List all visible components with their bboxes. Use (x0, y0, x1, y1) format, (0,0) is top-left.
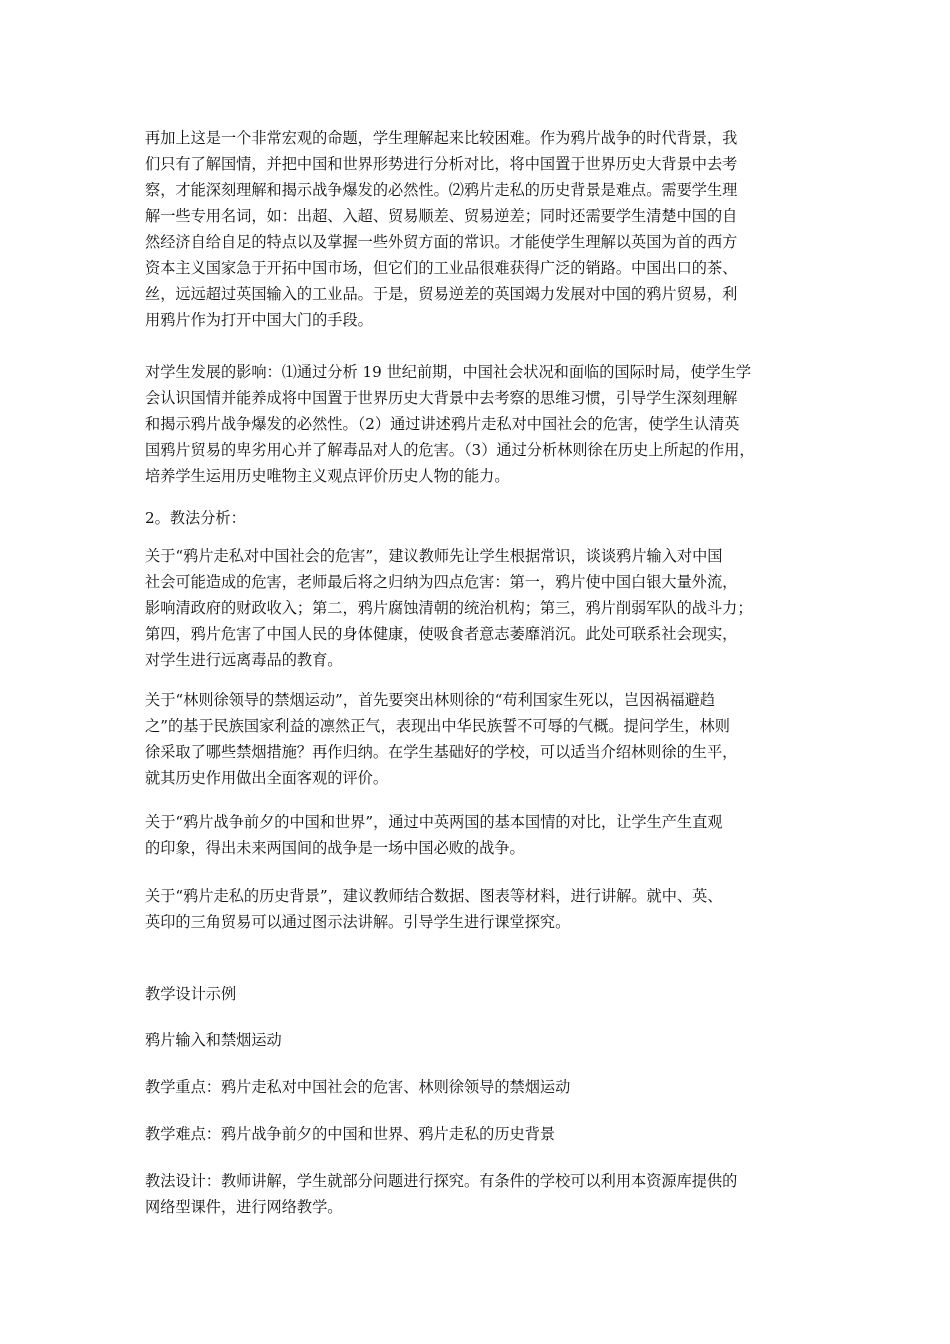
text-line: 然经济自给自足的特点以及掌握一些外贸方面的常识。才能使学生理解以英国为首的西方 (145, 233, 738, 251)
text-line: 们只有了解国情，并把中国和世界形势进行分析对比，将中国置于世界历史大背景中去考 (145, 155, 738, 173)
text-line: 国鸦片贸易的卑劣用心并了解毒品对人的危害。（3）通过分析林则徐在历史上所起的作用， (145, 441, 755, 459)
text-line: 之”的基于民族国家利益的凛然正气，表现出中华民族誓不可辱的气概。提问学生，林则 (145, 717, 730, 735)
section-heading: 2。教法分析： (145, 509, 246, 527)
text-line: 关于“鸦片走私对中国社会的危害”，建议教师先让学生根据常识，谈谈鸦片输入对中国 (145, 547, 723, 565)
text-line: 徐采取了哪些禁烟措施？再作归纳。在学生基础好的学校，可以适当介绍林则徐的生平， (145, 743, 738, 761)
text-line: 的印象，得出未来两国间的战争是一场中国必败的战争。 (145, 839, 525, 857)
text-line: 培养学生运用历史唯物主义观点评价历史人物的能力。 (145, 467, 510, 485)
text-line: 资本主义国家急于开拓中国市场，但它们的工业品很难获得广泛的销路。中国出口的茶、 (145, 259, 738, 277)
text-line: 和揭示鸦片战争爆发的必然性。（2）通过讲述鸦片走私对中国社会的危害，使学生认清英 (145, 415, 740, 433)
text-line: 丝，远远超过英国输入的工业品。于是，贸易逆差的英国竭力发展对中国的鸦片贸易，利 (145, 285, 738, 303)
text-line: 解一些专用名词，如：出超、入超、贸易顺差、贸易逆差；同时还需要学生清楚中国的自 (145, 207, 738, 225)
text-line: 第四，鸦片危害了中国人民的身体健康，使吸食者意志萎靡消沉。此处可联系社会现实， (145, 625, 738, 643)
text-line: 影响清政府的财政收入；第二，鸦片腐蚀清朝的统治机构；第三，鸦片削弱军队的战斗力； (145, 599, 753, 617)
text-line: 关于“林则徐领导的禁烟运动”，首先要突出林则徐的“苟利国家生死以，岂因祸福避趋 (145, 691, 716, 709)
text-line: 再加上这是一个非常宏观的命题，学生理解起来比较困难。作为鸦片战争的时代背景，我 (145, 129, 738, 147)
text-line: 就其历史作用做出全面客观的评价。 (145, 769, 388, 787)
text-line: 教法设计：教师讲解，学生就部分问题进行探究。有条件的学校可以利用本资源库提供的 (145, 1172, 738, 1190)
text-line: 网络型课件，进行网络教学。 (145, 1198, 343, 1216)
text-line: 用鸦片作为打开中国大门的手段。 (145, 311, 373, 329)
text-line: 察，才能深刻理解和揭示战争爆发的必然性。⑵鸦片走私的历史背景是难点。需要学生理 (145, 181, 738, 199)
key-points: 教学重点：鸦片走私对中国社会的危害、林则徐领导的禁烟运动 (145, 1078, 571, 1096)
difficult-points: 教学难点：鸦片战争前夕的中国和世界、鸦片走私的历史背景 (145, 1125, 556, 1143)
text-line: 英印的三角贸易可以通过图示法讲解。引导学生进行课堂探究。 (145, 913, 571, 931)
lesson-title: 鸦片输入和禁烟运动 (145, 1031, 282, 1049)
text-line: 会认识国情并能养成将中国置于世界历史大背景中去考察的思维习惯，引导学生深刻理解 (145, 389, 738, 407)
text-line: 对学生发展的影响：⑴通过分析 19 世纪前期，中国社会状况和面临的国际时局，使学生学 (145, 363, 752, 381)
text-line: 关于“鸦片战争前夕的中国和世界”，通过中英两国的基本国情的对比，让学生产生直观 (145, 813, 723, 831)
text-line: 社会可能造成的危害，老师最后将之归纳为四点危害：第一，鸦片使中国白银大量外流， (145, 573, 738, 591)
section-heading: 教学设计示例 (145, 985, 237, 1003)
text-line: 对学生进行远离毒品的教育。 (145, 651, 343, 669)
text-line: 关于“鸦片走私的历史背景”，建议教师结合数据、图表等材料，进行讲解。就中、英、 (145, 887, 723, 905)
